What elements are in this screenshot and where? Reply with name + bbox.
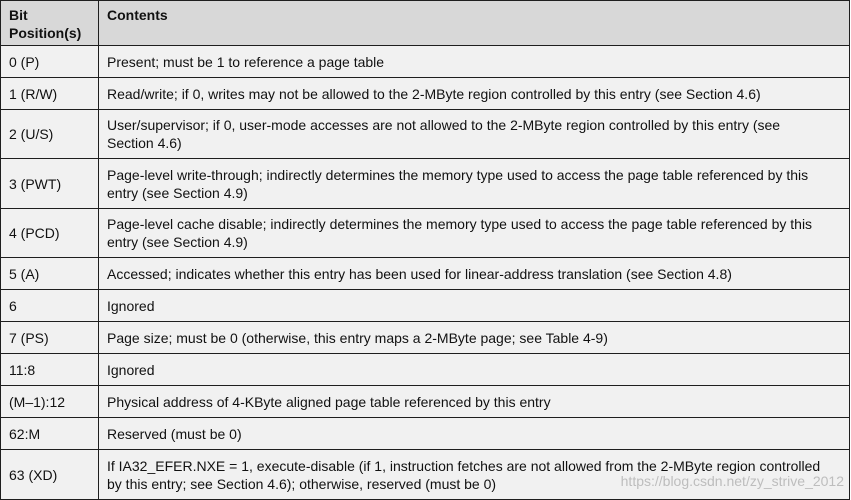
table-row bbox=[1, 209, 849, 258]
table-row bbox=[1, 386, 849, 418]
table-row bbox=[1, 354, 849, 386]
watermark: https://blog.csdn.net/zy_strive_2012 bbox=[620, 473, 844, 489]
contents-cell: Page size; must be 0 (otherwise, this entry maps a 2-MByte page; see Table 4-9) bbox=[107, 329, 608, 346]
bit-position-cell: 6 bbox=[1, 290, 99, 321]
contents-cell: Read/write; if 0, writes may not be allowed to the 2-MByte region controlled by this entry (see Section 4.6) bbox=[107, 85, 761, 102]
bit-position-cell: 3 (PWT) bbox=[1, 159, 99, 208]
contents-cell: Page-level write-through; indirectly determines the memory type used to access the page table referenced by this entry (see Section 4.9) bbox=[107, 166, 809, 201]
bit-position-cell: 4 (PCD) bbox=[1, 209, 99, 257]
contents-cell: User/supervisor; if 0, user-mode accesses are not allowed to the 2-MByte region controlled by this entry (see Section 4.6) bbox=[107, 117, 781, 151]
bit-position-cell: 63 (XD) bbox=[1, 450, 99, 499]
contents-cell: If IA32_EFER.NXE = 1, execute-disable (if 1, instruction fetches are not allowed from the 2-MByte region controlled by this entry; see Section 4.6); otherwise, reserved (must be 0) bbox=[107, 457, 821, 492]
table-row bbox=[1, 46, 849, 78]
bit-position-cell: 62:M bbox=[1, 418, 99, 449]
contents-cell: Page-level cache disable; indirectly determines the memory type used to access the page table referenced by this entry (see Section 4.9) bbox=[107, 216, 813, 250]
table-row bbox=[1, 78, 849, 110]
contents-cell: Present; must be 1 to reference a page table bbox=[107, 53, 385, 70]
header-contents: Contents bbox=[107, 7, 168, 23]
contents-cell: Ignored bbox=[107, 297, 155, 314]
bit-position-cell: 2 (U/S) bbox=[1, 110, 99, 158]
contents-cell: Physical address of 4-KByte aligned page table referenced by this entry bbox=[107, 393, 551, 410]
bit-position-cell: (M–1):12 bbox=[1, 386, 99, 417]
header-bit-positions: Bit Position(s) bbox=[1, 1, 99, 45]
table-row bbox=[1, 290, 849, 322]
table-row bbox=[1, 322, 849, 354]
contents-cell: Ignored bbox=[107, 361, 155, 378]
contents-cell: Reserved (must be 0) bbox=[107, 425, 242, 442]
table-row bbox=[1, 258, 849, 290]
table-row bbox=[1, 418, 849, 450]
bit-position-cell: 0 (P) bbox=[1, 46, 99, 77]
contents-cell: Accessed; indicates whether this entry has been used for linear-address translation (see Section 4.8) bbox=[107, 265, 732, 282]
bit-position-cell: 11:8 bbox=[1, 354, 99, 385]
bit-position-cell: 5 (A) bbox=[1, 258, 99, 289]
table-row bbox=[1, 159, 849, 209]
table-row bbox=[1, 110, 849, 159]
bit-position-cell: 7 (PS) bbox=[1, 322, 99, 353]
table-header-row bbox=[1, 1, 849, 46]
bit-position-cell: 1 (R/W) bbox=[1, 78, 99, 109]
